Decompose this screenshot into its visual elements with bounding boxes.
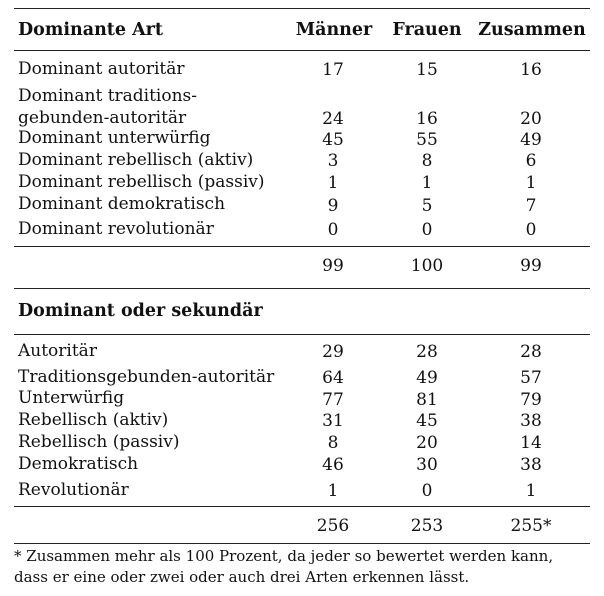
header-bottom-rule bbox=[14, 50, 590, 51]
row-label: Demokratisch bbox=[18, 454, 139, 474]
value-frauen: 81 bbox=[416, 390, 438, 410]
row-label: Dominant rebellisch (aktiv) bbox=[18, 150, 254, 170]
value-maenner: 0 bbox=[327, 220, 339, 240]
row-label: Dominant rebellisch (passiv) bbox=[18, 172, 265, 192]
value-zusammen: 20 bbox=[520, 109, 542, 129]
value-zusammen: 1 bbox=[525, 173, 537, 193]
row-label: Dominant traditions- bbox=[18, 86, 198, 106]
value-frauen: 1 bbox=[421, 173, 433, 193]
section-title: Dominant oder sekundär bbox=[18, 301, 263, 321]
column-header-label: Dominante Art bbox=[18, 20, 163, 40]
value-frauen: 28 bbox=[416, 342, 438, 362]
row-label: Autoritär bbox=[18, 341, 97, 361]
value-maenner: 46 bbox=[322, 455, 344, 475]
total-frauen: 253 bbox=[410, 516, 444, 536]
value-maenner: 3 bbox=[327, 151, 339, 171]
row-label: Revolutionär bbox=[18, 480, 129, 500]
value-frauen: 49 bbox=[416, 368, 438, 388]
value-zusammen: 16 bbox=[520, 60, 542, 80]
value-maenner: 24 bbox=[322, 109, 344, 129]
value-zusammen: 7 bbox=[525, 196, 537, 216]
value-zusammen: 14 bbox=[520, 433, 542, 453]
row-label: Traditionsgebunden-autoritär bbox=[18, 367, 275, 387]
total-zusammen: 255* bbox=[510, 516, 552, 536]
row-label: Dominant revolutionär bbox=[18, 219, 214, 239]
value-frauen: 30 bbox=[416, 455, 438, 475]
table-top-rule bbox=[14, 8, 590, 9]
row-label-continuation: gebunden-autoritär bbox=[18, 108, 187, 128]
value-frauen: 0 bbox=[421, 481, 433, 501]
value-maenner: 17 bbox=[322, 60, 344, 80]
value-maenner: 1 bbox=[327, 173, 339, 193]
value-maenner: 64 bbox=[322, 368, 344, 388]
value-frauen: 16 bbox=[416, 109, 438, 129]
section2-header-bottom-rule bbox=[14, 334, 590, 335]
value-maenner: 1 bbox=[327, 481, 339, 501]
row-label: Dominant autoritär bbox=[18, 59, 185, 79]
section1-totals-rule bbox=[14, 246, 590, 247]
value-frauen: 55 bbox=[416, 130, 438, 150]
total-frauen: 100 bbox=[410, 256, 444, 276]
footnote-line-2: dass er eine oder zwei oder auch drei Arten erkennen lässt. bbox=[14, 568, 470, 586]
total-maenner: 99 bbox=[322, 256, 344, 276]
footnote-line-1: * Zusammen mehr als 100 Prozent, da jeder so bewertet werden kann, bbox=[14, 547, 554, 565]
row-label: Dominant demokratisch bbox=[18, 194, 226, 214]
value-maenner: 77 bbox=[322, 390, 344, 410]
value-zusammen: 1 bbox=[525, 481, 537, 501]
section2-totals-rule bbox=[14, 506, 590, 507]
column-header-maenner: Männer bbox=[295, 20, 373, 40]
section2-header-top-rule bbox=[14, 288, 590, 289]
value-zusammen: 6 bbox=[525, 151, 537, 171]
row-label: Rebellisch (passiv) bbox=[18, 432, 180, 452]
value-frauen: 15 bbox=[416, 60, 438, 80]
value-frauen: 0 bbox=[421, 220, 433, 240]
value-zusammen: 38 bbox=[520, 411, 542, 431]
footnote-rule bbox=[14, 543, 590, 544]
value-maenner: 8 bbox=[327, 433, 339, 453]
value-zusammen: 79 bbox=[520, 390, 542, 410]
value-frauen: 45 bbox=[416, 411, 438, 431]
value-zusammen: 0 bbox=[525, 220, 537, 240]
column-header-frauen: Frauen bbox=[392, 20, 462, 40]
value-zusammen: 28 bbox=[520, 342, 542, 362]
value-zusammen: 57 bbox=[520, 368, 542, 388]
total-zusammen: 99 bbox=[520, 256, 542, 276]
value-frauen: 20 bbox=[416, 433, 438, 453]
row-label: Unterwürfig bbox=[18, 388, 125, 408]
value-frauen: 8 bbox=[421, 151, 433, 171]
value-zusammen: 38 bbox=[520, 455, 542, 475]
value-maenner: 45 bbox=[322, 130, 344, 150]
total-maenner: 256 bbox=[316, 516, 350, 536]
value-frauen: 5 bbox=[421, 196, 433, 216]
value-maenner: 31 bbox=[322, 411, 344, 431]
row-label: Rebellisch (aktiv) bbox=[18, 410, 169, 430]
row-label: Dominant unterwürfig bbox=[18, 128, 211, 148]
column-header-zusammen: Zusammen bbox=[478, 20, 586, 40]
value-zusammen: 49 bbox=[520, 130, 542, 150]
value-maenner: 29 bbox=[322, 342, 344, 362]
value-maenner: 9 bbox=[327, 196, 339, 216]
